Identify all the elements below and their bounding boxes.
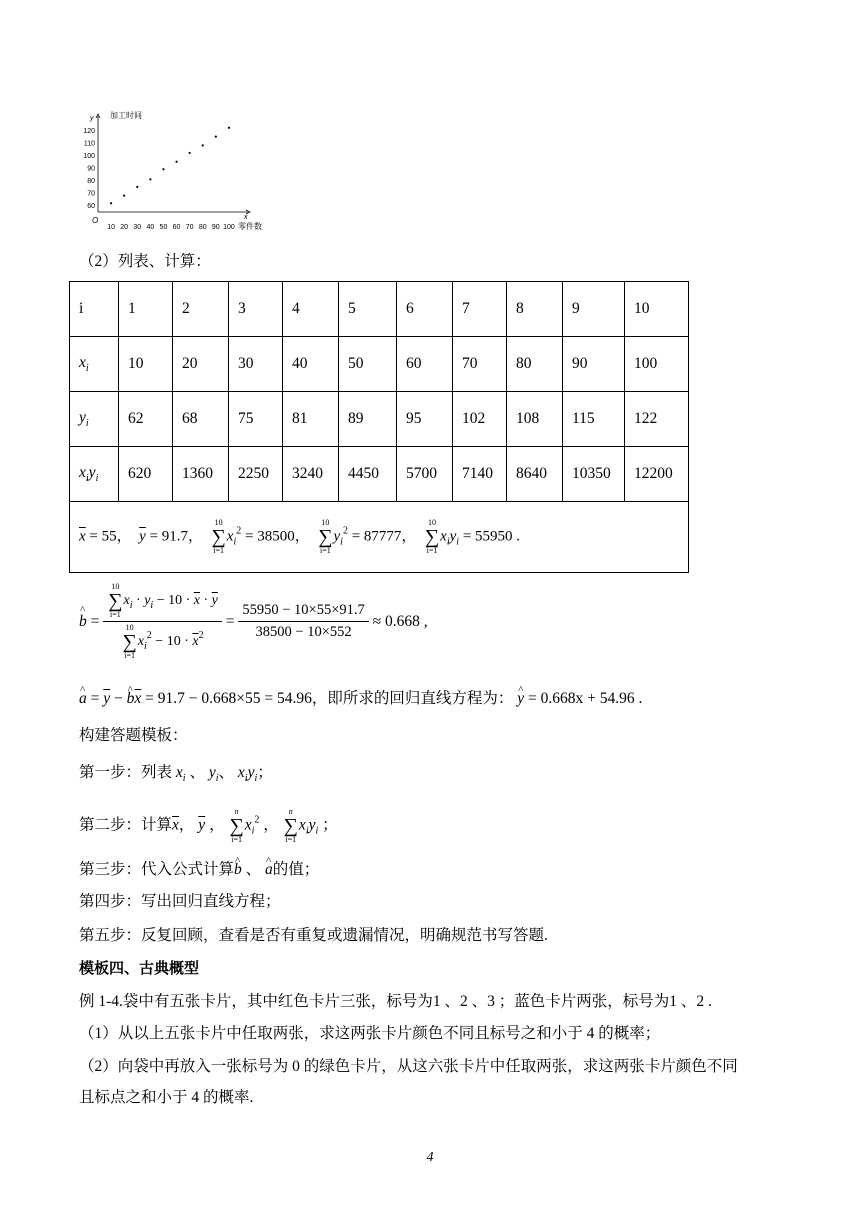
table-cell: 80 <box>507 337 563 392</box>
table-cell: 95 <box>397 392 453 447</box>
table-cell: 1360 <box>173 447 229 502</box>
y-tick-label: 70 <box>87 190 95 198</box>
table-cell: 3240 <box>283 447 339 502</box>
table-cell: 8 <box>507 282 563 337</box>
table-cell: 40 <box>283 337 339 392</box>
table-cell: 10350 <box>563 447 625 502</box>
x-axis-letter: x <box>244 214 248 221</box>
page-number: 4 <box>426 1150 434 1165</box>
table-cell: 108 <box>507 392 563 447</box>
y-tick-label: 80 <box>87 178 95 186</box>
y-tick-label: 120 <box>83 127 95 135</box>
y-tick-label: 100 <box>83 152 95 160</box>
table-cell: i <box>70 282 119 337</box>
table-cell: 2 <box>173 282 229 337</box>
table-cell: 100 <box>625 337 689 392</box>
data-point <box>189 152 191 154</box>
data-point <box>162 168 164 170</box>
table-cell: 10 <box>625 282 689 337</box>
x-tick-label: 100 <box>223 224 235 231</box>
table-cell: 50 <box>339 337 397 392</box>
x-tick-label: 40 <box>146 224 155 231</box>
table-cell: 620 <box>119 447 173 502</box>
y-axis-label: 加工时间 <box>110 111 142 120</box>
table-cell: 4 <box>283 282 339 337</box>
table-cell: 115 <box>563 392 625 447</box>
section-title: 模板四、古典概型 <box>79 959 200 977</box>
table-cell: 10 <box>119 337 173 392</box>
table-row-y <box>70 392 689 447</box>
table-cell: 89 <box>339 392 397 447</box>
table-summary-row <box>70 502 689 573</box>
table-cell: 1 <box>119 282 173 337</box>
table-cell: 122 <box>625 392 689 447</box>
summary-cell: $\overline{x} = 55$， $\overline{y} = 91.7$， 10 ∑ i=1 $x_i^2 = 38500$， 10 ∑ i=1 $y_i^2 = 87777$， 10 ∑ i=1 $x_iy_i = 55950$ . <box>70 502 689 573</box>
data-point <box>215 135 217 137</box>
question-1: （1）从以上五张卡片中任取两张，求这两张卡片颜色不同且标号之和小于 4 的概率； <box>79 1025 661 1042</box>
y-tick-label: 110 <box>83 140 95 148</box>
question-2: （2）向袋中再放入一张标号为 0 的绿色卡片，从这六张卡片中任取两张，求这两张卡片颜色不同 <box>79 1058 738 1075</box>
x-tick-label: 20 <box>120 224 129 231</box>
table-cell: 60 <box>397 337 453 392</box>
data-table <box>69 281 689 573</box>
step-1: 第一步：列表 $x_i$ 、 $y_i$、 $x_iy_i$； <box>79 764 273 784</box>
table-cell: 7140 <box>453 447 507 502</box>
x-tick-label: 90 <box>211 224 220 231</box>
table-cell: 2250 <box>229 447 283 502</box>
scatter-chart <box>80 108 280 238</box>
data-point <box>149 178 151 180</box>
table-cell: 81 <box>283 392 339 447</box>
table-row-xy <box>70 447 689 502</box>
row-label-y: $y_i$ <box>70 392 119 447</box>
x-tick-label: 30 <box>133 224 142 231</box>
data-point <box>110 202 112 204</box>
y-tick-label: 90 <box>87 165 95 173</box>
b-hat-formula: ^ b = 10 ∑ i=1 $x_i \cdot y_i - 10 \cdot \overline{x} \cdot \overline{y}$ 10 ∑ i=1 $x_i^2 - 10 \cdot \overline{x}^2$ = $\frac{55950 - 10\times 55\times 91.7}{38500 - 10\times 552}$ ≈ 0.668 , <box>79 583 428 660</box>
data-point <box>175 161 177 163</box>
x-tick-label: 80 <box>198 224 207 231</box>
x-tick-label: 60 <box>172 224 181 231</box>
x-tick-label: 70 <box>185 224 194 231</box>
step-3: 第三步：代入公式计算^ b 、 ^ a的值； <box>79 860 319 880</box>
table-cell: 8640 <box>507 447 563 502</box>
b-numerator: 55950 − 10×55×91.7 <box>238 602 368 622</box>
table-cell: 4450 <box>339 447 397 502</box>
table-cell: 12200 <box>625 447 689 502</box>
step-4: 第四步：写出回归直线方程； <box>79 893 281 910</box>
table-row-x <box>70 337 689 392</box>
step2-heading: （2）列表、计算： <box>79 253 211 270</box>
table-cell: 6 <box>397 282 453 337</box>
data-point <box>228 127 230 129</box>
x-tick-label: 50 <box>159 224 168 231</box>
question-2-continued: 且标点之和小于 4 的概率. <box>79 1089 254 1106</box>
table-row-i <box>70 282 689 337</box>
example-line: 例 1-4.袋中有五张卡片，其中红色卡片三张，标号为1 、2 、3 ；蓝色卡片两张，标号为1 、2 . <box>79 993 712 1010</box>
table-cell: 62 <box>119 392 173 447</box>
table-cell: 5 <box>339 282 397 337</box>
table-cell: 3 <box>229 282 283 337</box>
x-axis-label: 零件数 <box>238 222 262 231</box>
origin-label: O <box>92 216 99 225</box>
row-label-x: $x_i$ <box>70 337 119 392</box>
data-point <box>123 195 125 197</box>
b-result: ≈ 0.668 , <box>372 612 428 630</box>
table-cell: 70 <box>453 337 507 392</box>
table-cell: 20 <box>173 337 229 392</box>
table-cell: 7 <box>453 282 507 337</box>
table-cell: 68 <box>173 392 229 447</box>
row-label-xy: $x_iy_i$ <box>70 447 119 502</box>
data-point <box>136 186 138 188</box>
x-tick-label: 10 <box>107 224 115 231</box>
a-hat-formula: ^ $a = \overline{y}$ − ^ $b\overline{x} = 91.7 - 0.668\times 55 = 54.96$，即所求的回归直线方程为： ^ y = 0.668x + 54.96 . <box>79 689 642 709</box>
table-cell: 102 <box>453 392 507 447</box>
y-tick-label: 60 <box>87 203 95 211</box>
b-denominator: 38500 − 10×552 <box>255 624 352 640</box>
table-cell: 90 <box>563 337 625 392</box>
y-axis-letter: y <box>90 115 94 122</box>
data-point <box>202 144 204 146</box>
table-cell: 5700 <box>397 447 453 502</box>
table-cell: 30 <box>229 337 283 392</box>
step-5: 第五步：反复回顾，查看是否有重复或遗漏情况，明确规范书写答题. <box>79 927 548 944</box>
table-cell: 75 <box>229 392 283 447</box>
table-cell: 9 <box>563 282 625 337</box>
step-2: 第二步：计算$\overline{x}$， $\overline{y}$ ， n ∑ i=1 $x_i^2$ ， n ∑ i=1 $x_iy_i$ ； <box>79 807 338 844</box>
template-heading: 构建答题模板： <box>79 727 188 744</box>
